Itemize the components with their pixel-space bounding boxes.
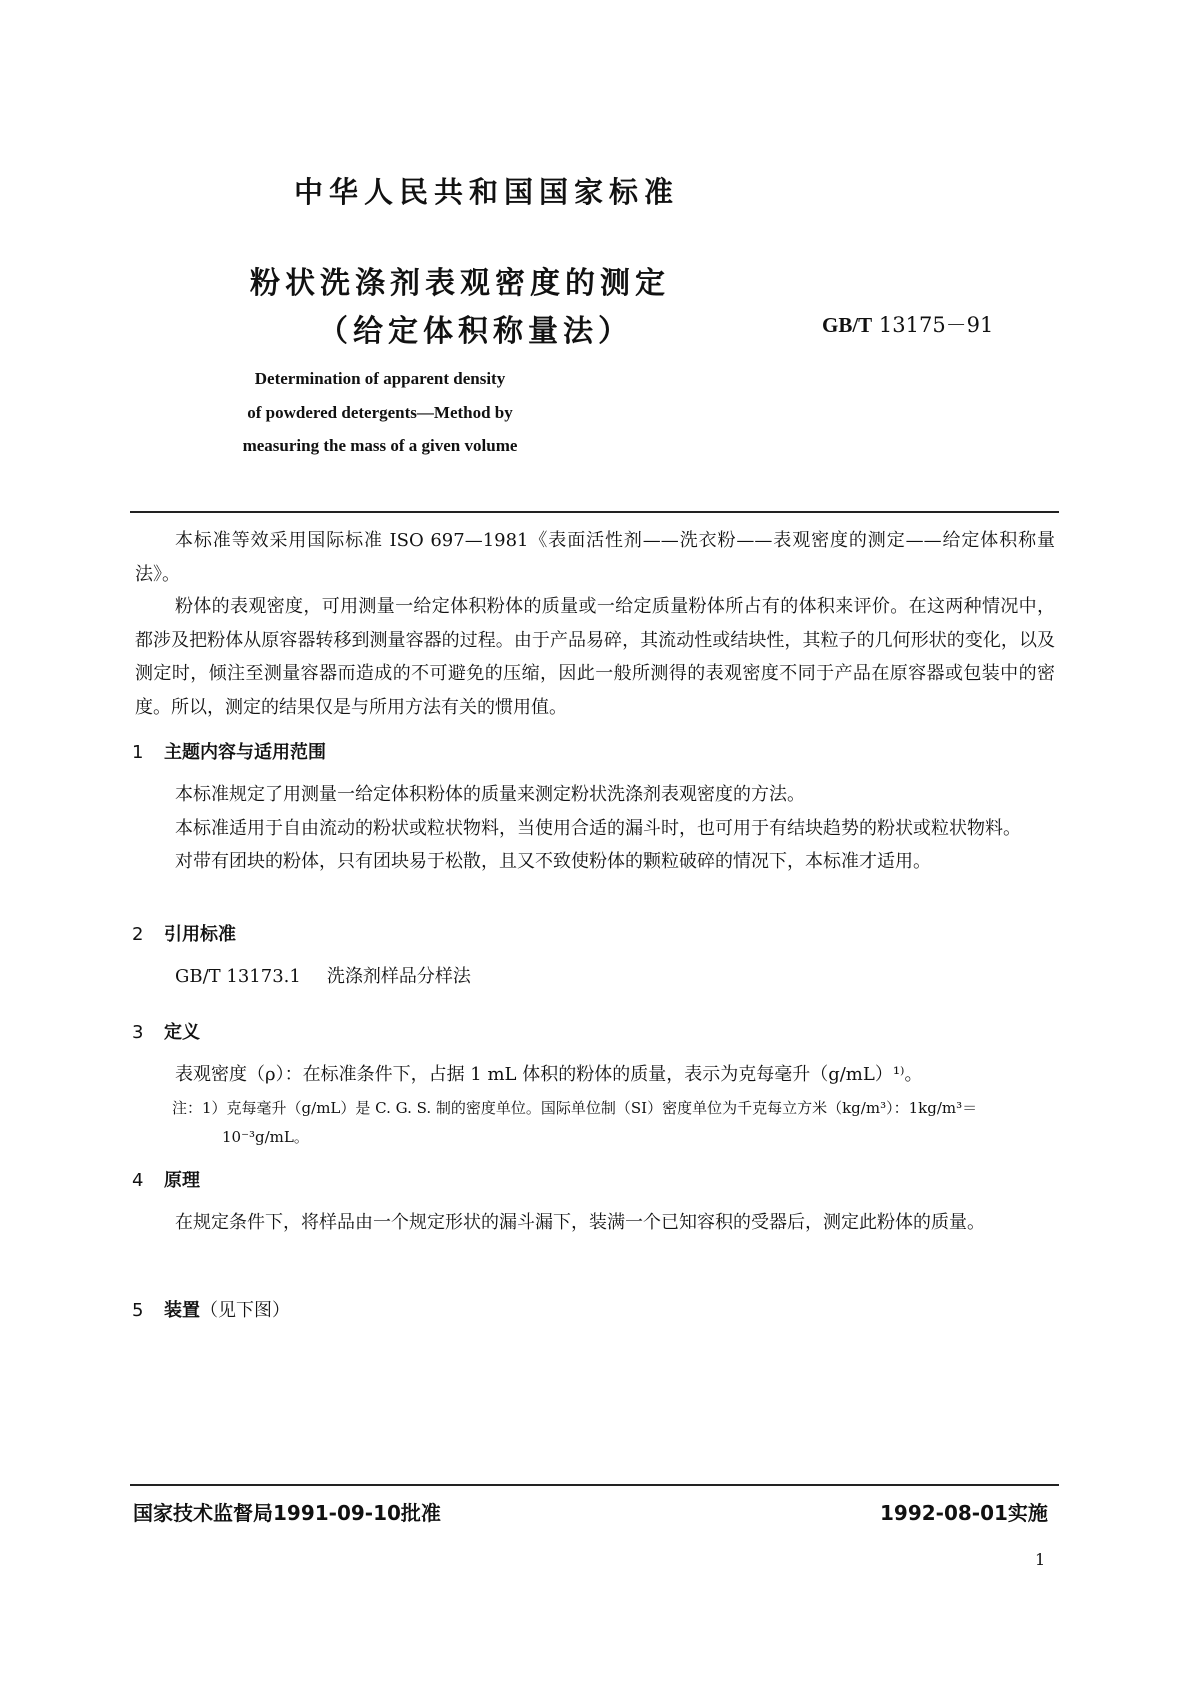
section-number: 3 xyxy=(132,1022,144,1043)
footnote-line-1: 注：1）克每毫升（g/mL）是 C. G. S. 制的密度单位。国际单位制（SI）密度单位为千克每立方米（kg/m³）：1kg/m³＝ xyxy=(172,1099,978,1117)
title-en-line3: measuring the mass of a given volume xyxy=(242,436,518,455)
reference-code: GB/T 13173.1 xyxy=(175,966,301,987)
header-divider xyxy=(130,511,1059,513)
page-number: 1 xyxy=(1035,1550,1046,1569)
standard-prefix: GB/T xyxy=(822,313,873,337)
section-2-heading xyxy=(132,920,236,946)
footnote xyxy=(172,1094,1057,1152)
section-title: 引用标准 xyxy=(164,924,236,945)
intro-paragraph-2: 粉体的表观密度，可用测量一给定体积粉体的质量或一给定质量粉体所占有的体积来评价。在这两种情况中，都涉及把粉体从原容器转移到测量容器的过程。由于产品易碎，其流动性或结块性，其粒子的几何形状的变化，以及测定时，倾注至测量容器而造成的不可避免的压缩，因此一般所测得的表观密度不同于产品在原容器或包装中的密度。所以，测定的结果仅是与所用方法有关的惯用值。 xyxy=(135,596,1055,718)
section-title: 主题内容与适用范围 xyxy=(164,742,326,763)
reference-line xyxy=(135,960,1055,994)
national-standard-heading: 中华人民共和国国家标准 xyxy=(294,175,680,209)
intro-paragraph-1: 本标准等效采用国际标准 ISO 697—1981《表面活性剂——洗衣粉——表观密度的测定——给定体积称量法》。 xyxy=(135,530,1055,585)
standard-code: 13175－91 xyxy=(878,313,994,337)
paragraph: 对带有团块的粉体，只有团块易于松散，且又不致使粉体的颗粒破碎的情况下，本标准才适用。 xyxy=(175,851,931,872)
paragraph: 本标准适用于自由流动的粉状或粒状物料，当使用合适的漏斗时，也可用于有结块趋势的粉状或粒状物料。 xyxy=(175,817,1021,839)
section-number: 4 xyxy=(132,1170,144,1191)
title-en-line1: Determination of apparent density xyxy=(254,369,506,388)
section-5-heading xyxy=(132,1296,290,1322)
section-2-body xyxy=(135,960,1055,994)
section-title: 装置 xyxy=(164,1300,200,1321)
section-number: 1 xyxy=(132,742,144,763)
section-4-body xyxy=(135,1206,1055,1240)
approval-date: 国家技术监督局1991-09-10批准 xyxy=(133,1501,441,1525)
definition: 表观密度（ρ）：在标准条件下，占据 1 mL 体积的粉体的质量，表示为克每毫升（g/mL）¹⁾。 xyxy=(175,1064,923,1085)
title-en-line2: of powdered detergents—Method by xyxy=(247,403,513,422)
section-title: 定义 xyxy=(164,1022,200,1043)
section-number: 2 xyxy=(132,924,144,945)
footer-divider xyxy=(130,1484,1059,1486)
reference-title: 洗涤剂样品分样法 xyxy=(326,966,471,987)
section-title: 原理 xyxy=(164,1170,200,1191)
section-1-heading xyxy=(132,738,326,764)
standard-number xyxy=(822,309,993,339)
implementation-date: 1992-08-01实施 xyxy=(880,1501,1048,1525)
footnote-line-2: 10⁻³g/mL。 xyxy=(222,1128,309,1146)
section-3-heading xyxy=(132,1018,200,1044)
section-1-body xyxy=(135,778,1055,879)
section-4-heading xyxy=(132,1166,200,1192)
paragraph: 在规定条件下，将样品由一个规定形状的漏斗漏下，装满一个已知容积的受器后，测定此粉体的质量。 xyxy=(175,1212,985,1233)
title-cn-line2: （给定体积称量法） xyxy=(318,314,633,349)
section-3-body xyxy=(135,1058,1055,1092)
title-cn-line1: 粉状洗涤剂表观密度的测定 xyxy=(250,266,670,301)
paragraph: 本标准规定了用测量一给定体积粉体的质量来测定粉状洗涤剂表观密度的方法。 xyxy=(175,784,805,805)
section-title-suffix: （见下图） xyxy=(200,1300,290,1321)
section-number: 5 xyxy=(132,1300,144,1321)
